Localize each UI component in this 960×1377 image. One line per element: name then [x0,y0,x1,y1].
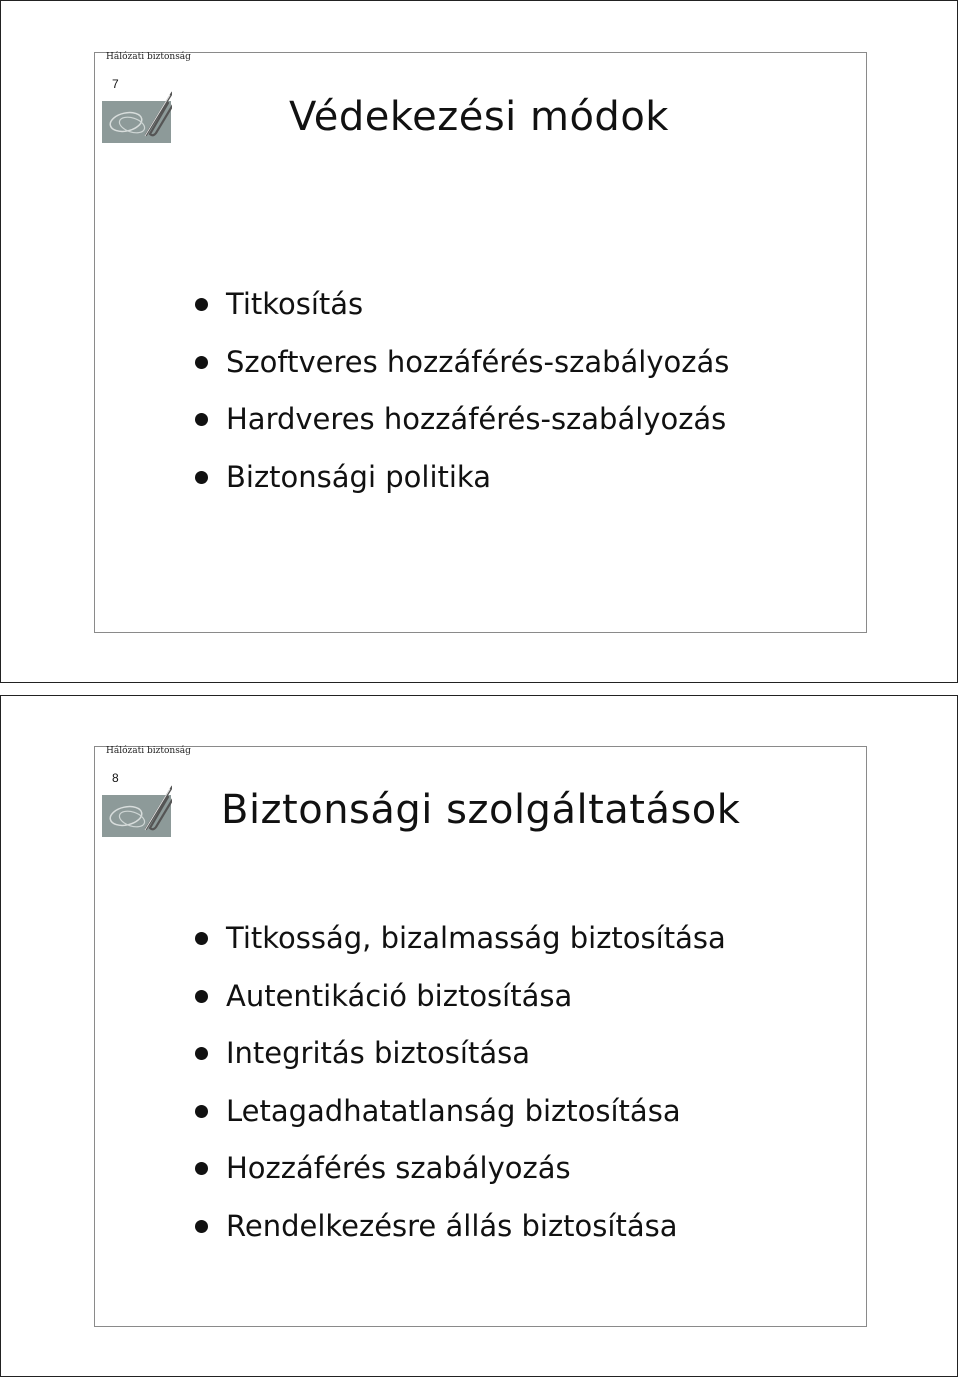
paperclip-icon [102,91,172,143]
bullet-text: Hardveres hozzáférés-szabályozás [226,402,727,436]
bullet-text: Titkosság, bizalmasság biztosítása [226,921,726,955]
list-item [195,917,726,975]
slide-title: Védekezési módok [289,94,669,140]
bullet-icon [195,356,208,369]
list-item [195,1147,726,1205]
slide-header: Hálózati biztonság [106,52,191,62]
page-frame-1 [0,0,958,683]
slide-number: 8 [112,771,119,785]
slide-header: Hálózati biztonság [106,746,191,756]
bullet-icon [195,1220,208,1233]
list-item [195,1205,726,1263]
bullet-icon [195,1105,208,1118]
slide-title: Biztonsági szolgáltatások [221,787,741,833]
slide-number: 7 [112,77,119,91]
list-item [195,283,729,341]
list-item [195,1032,726,1090]
page-frame-2 [0,695,958,1377]
list-item [195,1090,726,1148]
bullet-icon [195,990,208,1003]
bullet-text: Biztonsági politika [226,459,491,494]
bullet-text: Szoftveres hozzáférés-szabályozás [226,344,730,379]
bullet-text: Integritás biztosítása [226,1036,530,1070]
list-item [195,341,729,399]
list-item [195,398,729,456]
bullet-text: Autentikáció biztosítása [226,978,573,1013]
bullet-icon [195,932,208,945]
bullet-text: Letagadhatatlanság biztosítása [226,1093,681,1128]
slide-7 [94,52,867,633]
bullet-icon [195,1047,208,1060]
list-item [195,456,729,514]
bullet-icon [195,471,208,484]
paperclip-icon [102,785,172,837]
list-item [195,975,726,1033]
bullet-icon [195,413,208,426]
bullet-icon [195,298,208,311]
bullet-icon [195,1162,208,1175]
bullet-text: Rendelkezésre állás biztosítása [226,1208,678,1243]
bullet-list [195,917,726,1262]
slide-8 [94,746,867,1327]
bullet-list [195,283,729,513]
bullet-text: Hozzáférés szabályozás [226,1151,571,1185]
bullet-text: Titkosítás [226,287,364,321]
